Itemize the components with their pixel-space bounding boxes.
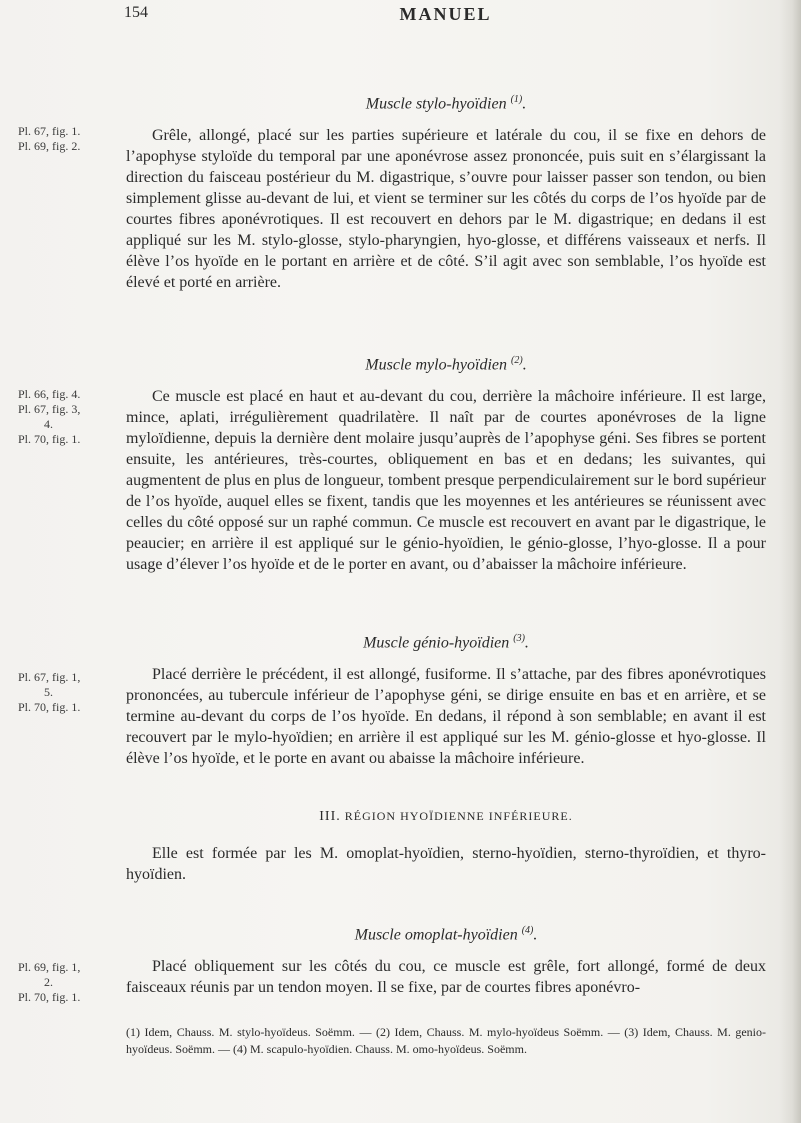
section-mylo-hyoidien bbox=[126, 350, 766, 575]
section-heading: Muscle omoplat-hyoïdien $^{(4)}$. bbox=[354, 925, 538, 944]
region-hyoidienne-inferieure bbox=[126, 806, 766, 885]
margin-note-omoplat bbox=[18, 960, 122, 1005]
margin-ref: Pl. 67, fig. 1. bbox=[18, 124, 81, 138]
region-title-text: RÉGION HYOÏDIENNE INFÉRIEURE. bbox=[344, 809, 573, 823]
margin-note-genio bbox=[18, 670, 122, 715]
section-paragraph: Placé derrière le précédent, il est allongé, fusiforme. Il s’attache, par des fibres aponévrotiques prononcées, au tubercule inférieur de l’apophyse géni, se dirige ensuite en bas et en arrière, et se termine au-devant du corps de l’os hyoïde. En dedans, il répond à son semblable; en avant il est recouvert par le mylo-hyoïdien; en arrière il est appliqué sur les M. génio-glosse et hyo-glosse. Il élève l’os hyoïde, et le porte en avant ou abaisse la mâchoire inférieure. bbox=[126, 666, 766, 768]
margin-ref: Pl. 70, fig. 1. bbox=[18, 700, 81, 714]
page-number: 154 bbox=[124, 4, 148, 21]
section-stylo-hyoidien bbox=[126, 89, 766, 293]
margin-ref: Pl. 69, fig. 1, bbox=[18, 960, 81, 974]
section-genio-hyoidien bbox=[126, 628, 766, 769]
section-heading: Muscle stylo-hyoïdien $^{(1)}$. bbox=[365, 94, 527, 113]
margin-ref: Pl. 67, fig. 1, bbox=[18, 670, 81, 684]
margin-ref: Pl. 70, fig. 1. bbox=[18, 432, 81, 446]
margin-ref: Pl. 69, fig. 2. bbox=[18, 139, 81, 153]
footnote-ref: (2) bbox=[511, 355, 523, 366]
margin-ref: Pl. 67, fig. 3, bbox=[18, 402, 81, 416]
region-numeral: III. bbox=[319, 809, 341, 824]
page-edge-shadow bbox=[779, 0, 801, 1123]
margin-ref: Pl. 70, fig. 1. bbox=[18, 990, 81, 1004]
section-paragraph: Placé obliquement sur les côtés du cou, ce muscle est grêle, fort allongé, formé de deux faisceaux réunis par un tendon moyen. Il se fixe, par de courtes fibres aponévro- bbox=[126, 958, 766, 997]
margin-ref: 5. bbox=[44, 685, 53, 699]
page-header bbox=[110, 4, 781, 30]
footnote-ref: (1) bbox=[510, 94, 523, 105]
region-paragraph: Elle est formée par les M. omoplat-hyoïdien, sterno-hyoïdien, sterno-thyroïdien, et thyro-hyoïdien. bbox=[126, 845, 766, 883]
section-omoplat-hyoidien bbox=[126, 920, 766, 998]
section-paragraph: Grêle, allongé, placé sur les parties supérieure et latérale du cou, il se fixe en dehors de l’apophyse styloïde du temporal par une aponévrose assez prononcée, puis suit en s’élargissant la direction du faisceau postérieur du M. digastrique, s’ouvre pour laisser passer son tendon, ou bien simplement glisse au-devant de lui, et vient se terminer sur les côtés du corps de l’os hyoïde par de courtes fibres aponévrotiques. Il est recouvert en dehors par le M. digastrique; en dedans il est appliqué sur les M. stylo-glosse, stylo-pharyngien, hyo-glosse, et différens vaisseaux et nerfs. Il élève l’os hyoïde en le portant en arrière et de côté. S’il agit avec son semblable, l’os hyoïde est élevé et porté en arrière. bbox=[126, 127, 766, 292]
margin-note-mylo bbox=[18, 387, 122, 447]
footnotes: (1) Idem, Chauss. M. stylo-hyoïdeus. Soëmm. — (2) Idem, Chauss. M. mylo-hyoïdeus Soëmm. — (3) Idem, Chauss. M. genio-hyoïdeus. Soëmm. — (4) M. scapulo-hyoïdien. Chauss. M. omo-hyoïdeus. Soëmm. bbox=[126, 1025, 766, 1056]
footnote-ref: (4) bbox=[521, 925, 534, 936]
footnote-ref: (3) bbox=[513, 633, 525, 644]
margin-note-stylo bbox=[18, 124, 122, 154]
section-heading: Muscle génio-hyoïdien $^{(3)}$. bbox=[363, 633, 529, 652]
running-title: MANUEL bbox=[399, 4, 492, 24]
margin-ref: 4. bbox=[44, 417, 53, 431]
margin-ref: Pl. 66, fig. 4. bbox=[18, 387, 81, 401]
margin-ref: 2. bbox=[44, 975, 53, 989]
section-heading: Muscle mylo-hyoïdien $^{(2)}$. bbox=[365, 355, 527, 374]
region-title bbox=[126, 806, 766, 827]
section-paragraph: Ce muscle est placé en haut et au-devant du cou, derrière la mâchoire inférieure. Il est large, mince, aplati, irrégulièrement quadrilatère. Il naît par de courtes aponévroses de la ligne myloïdienne, depuis la dernière dent molaire jusqu’auprès de l’apophyse géni. Ses fibres se portent ensuite, les antérieures, très-courtes, obliquement en bas et en dedans; les suivantes, qui augmentent de plus en plus de longueur, tombent presque perpendiculairement sur le bord supérieur de l’os hyoïde, auquel elles se fixent, tandis que les moyennes et les antérieures se réunissent avec celles du côté opposé sur un raphé commun. Ce muscle est recouvert en avant par le digastrique, le peaucier; en arrière il est appliqué sur le génio-hyoïdien, le génio-glosse, l’hyo-glosse. Il a pour usage d’élever l’os hyoïde et de le porter en avant, ou d’abaisser la mâchoire inférieure. bbox=[126, 388, 766, 574]
